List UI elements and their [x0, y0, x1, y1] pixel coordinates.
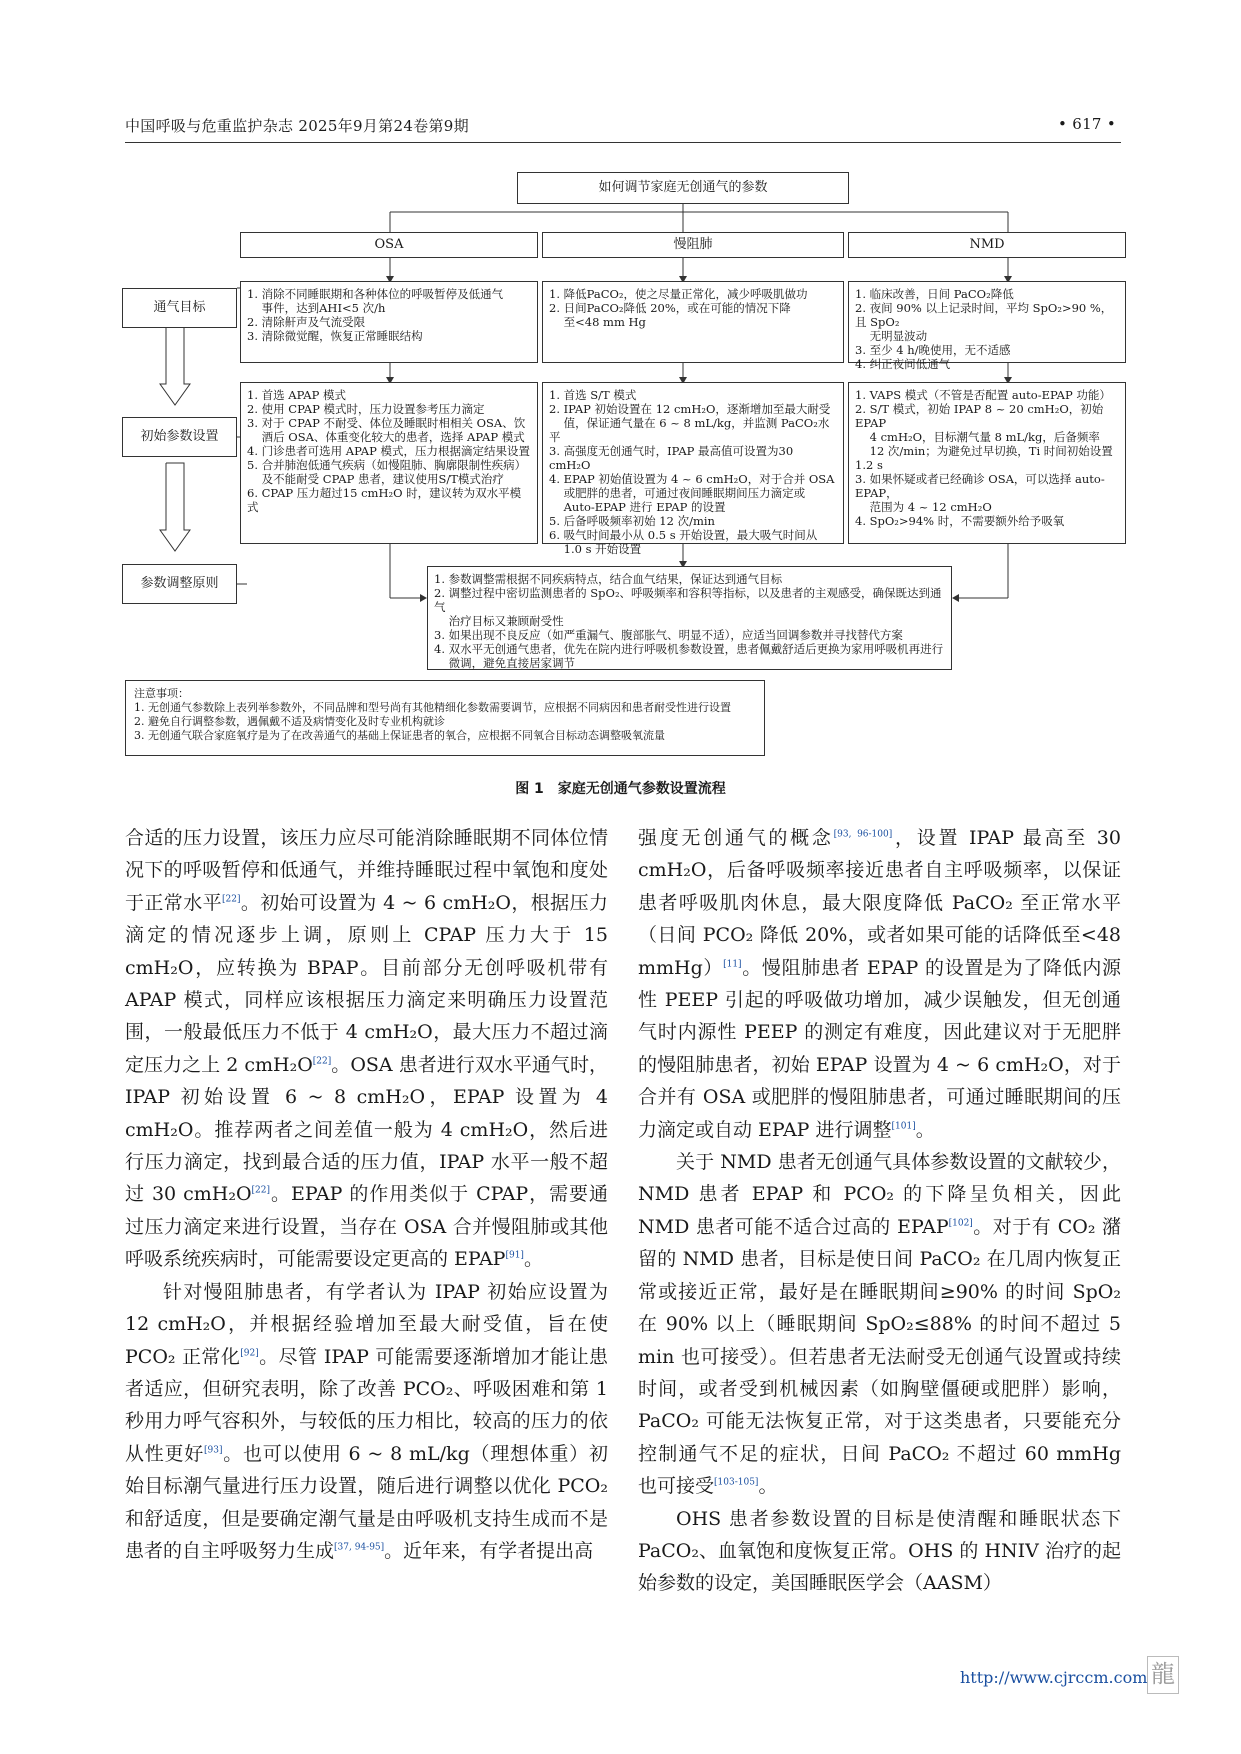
initial-line: 1. 首选 APAP 模式: [247, 388, 346, 402]
initial-line: 6. CPAP 压力超过15 cmH₂O 时，建议转为双水平模式: [247, 486, 522, 514]
initial-line: 1. 首选 S/T 模式: [549, 388, 637, 402]
initial-line: 或肥胖的患者，可通过夜间睡眠期间压力滴定或: [549, 486, 806, 500]
initial-line: 12 次/min；为避免过早切换，Ti 时间初始设置 1.2 s: [855, 444, 1117, 472]
initial-box-copd: [542, 382, 844, 556]
notes-line: 3. 无创通气联合家庭氧疗是为了在改善通气的基础上保证患者的氧合，应根据不同氧合目标动态调整吸氧流量: [134, 729, 665, 742]
initial-line: 5. 后备呼吸频率初始 12 次/min: [549, 514, 715, 528]
notes-box: [125, 680, 765, 756]
column-header-copd: 慢阻肺: [542, 232, 844, 258]
goal-line: 1. 临床改善，日间 PaCO₂降低: [855, 287, 1014, 301]
initial-line: 1.0 s 开始设置: [549, 542, 642, 556]
journal-header: 中国呼吸与危重监护杂志 2025年9月第24卷第9期: [125, 117, 469, 135]
notes-heading: 注意事项：: [134, 687, 189, 700]
right-paragraph-1: 强度无创通气的概念[93, 96-100]，设置 IPAP 最高至 30 cmH₂O，后备呼吸频率接近患者自主呼吸频率，以保证患者呼吸肌肉休息，最大限度降低 PaCO₂ 至正常水平（日间 PCO₂ 降低 20%，或者如果可能的话降低至<48 mmHg）[11]。慢阻肺患者 EPAP 的设置是为了降低内源性 PEEP 引起的呼吸做功增加，减少误触发，但无创通气时内源性 PEEP 的测定有难度，因此建议对于无肥胖的慢阻肺患者，初始 EPAP 设置为 4 ~ 6 cmH₂O，对于合并有 OSA 或肥胖的慢阻肺患者，可通过睡眠期间的压力滴定或自动 EPAP 进行调整[101]。: [638, 827, 1121, 1141]
page-number: • 617 •: [1058, 115, 1116, 133]
flowchart-title: 如何调节家庭无创通气的参数: [517, 172, 849, 204]
principle-line: 微调，避免直接居家调节: [434, 656, 576, 670]
initial-line: 2. S/T 模式，初始 IPAP 8 ~ 20 cmH₂O，初始 EPAP: [855, 402, 1107, 430]
initial-line: 4 cmH₂O，目标潮气量 8 mL/kg，后备频率: [855, 430, 1100, 444]
left-column: [125, 822, 608, 1567]
row-label-initial: 初始参数设置: [122, 417, 237, 457]
goal-line: 1. 消除不同睡眠期和各种体位的呼吸暂停及低通气: [247, 287, 504, 301]
initial-line: 1. VAPS 模式（不管是否配置 auto-EPAP 功能）: [855, 388, 1111, 402]
initial-line: 3. 如果怀疑或者已经确诊 OSA，可以选择 auto-EPAP，: [855, 472, 1105, 500]
right-paragraph-2: 关于 NMD 患者无创通气具体参数设置的文献较少，NMD 患者 EPAP 和 PCO₂ 的下降呈负相关，因此 NMD 患者可能不适合过高的 EPAP[102]。对于有 CO₂ 潴留的 NMD 患者，目标是使日间 PaCO₂ 在几周内恢复正常或接近正常，最好是在睡眠期间≥90% 的时间 SpO₂ 在 90% 以上（睡眠期间 SpO₂≤88% 的时间不超过 5 min 也可接受）。但若患者无法耐受无创通气设置或持续时间，或者受到机械因素（如胸壁僵硬或肥胖）影响，PaCO₂ 可能无法恢复正常，对于这类患者，只要能充分控制通气不足的症状，日间 PaCO₂ 不超过 60 mmHg 也可接受[103-105]。: [638, 1151, 1122, 1498]
initial-line: 范围为 4 ~ 12 cmH₂O: [855, 500, 992, 514]
goal-box-nmd: [848, 281, 1126, 371]
initial-box-nmd: [848, 382, 1126, 544]
principle-line: 2. 调整过程中密切监测患者的 SpO₂、呼吸频率和容积等指标，以及患者的主观感受，确保既达到通气: [434, 586, 942, 614]
goal-line: 4. 纠正夜间低通气: [855, 357, 951, 371]
initial-line: 2. IPAP 初始设置在 12 cmH₂O，逐渐增加至最大耐受: [549, 402, 831, 416]
initial-line: 6. 吸气时间最小从 0.5 s 开始设置，最大吸气时间从: [549, 528, 818, 542]
flowchart-figure: [0, 0, 1241, 800]
principle-line: 3. 如果出现不良反应（如严重漏气、腹部胀气、明显不适），应适当回调参数并寻找替代方案: [434, 628, 903, 642]
goal-line: 2. 夜间 90% 以上记录时间，平均 SpO₂>90 %，且 SpO₂: [855, 301, 1113, 329]
goal-line: 至<48 mm Hg: [549, 315, 646, 329]
row-label-principle: 参数调整原则: [122, 564, 237, 604]
goal-line: 2. 清除鼾声及气流受限: [247, 315, 366, 329]
goal-line: 1. 降低PaCO₂，使之尽量正常化，减少呼吸肌做功: [549, 287, 808, 301]
initial-line: 3. 对于 CPAP 不耐受、体位及睡眠时相相关 OSA、饮: [247, 416, 526, 430]
goal-line: 2. 日间PaCO₂降低 20%，或在可能的情况下降: [549, 301, 791, 315]
goal-box-copd: [542, 281, 844, 363]
column-header-osa: OSA: [240, 232, 538, 258]
initial-line: 及不能耐受 CPAP 患者，建议使用S/T模式治疗: [247, 472, 504, 486]
right-column: [638, 822, 1121, 1600]
initial-line: 5. 合并肺泡低通气疾病（如慢阻肺、胸廓限制性疾病）: [247, 458, 527, 472]
principles-box: [427, 566, 952, 670]
initial-line: 4. SpO₂>94% 时，不需要额外给予吸氧: [855, 514, 1065, 528]
initial-line: 4. EPAP 初始值设置为 4 ~ 6 cmH₂O，对于合并 OSA: [549, 472, 835, 486]
initial-line: 2. 使用 CPAP 模式时，压力设置参考压力滴定: [247, 402, 485, 416]
goal-line: 3. 清除微觉醒，恢复正常睡眠结构: [247, 329, 423, 343]
principle-line: 4. 双水平无创通气患者，优先在院内进行呼吸机参数设置，患者佩戴舒适后更换为家用呼吸机再进行: [434, 642, 944, 656]
right-paragraph-3: OHS 患者参数设置的目标是使清醒和睡眠状态下 PaCO₂、血氧饱和度恢复正常。OHS 的 HNIV 治疗的起始参数的设定，美国睡眠医学会（AASM）: [638, 1507, 1121, 1595]
figure-caption: 图 1 家庭无创通气参数设置流程: [515, 781, 726, 797]
column-header-nmd: NMD: [848, 232, 1126, 258]
goal-box-osa: [240, 281, 538, 363]
left-paragraph-2: 针对慢阻肺患者，有学者认为 IPAP 初始应设置为 12 cmH₂O，并根据经验增加至最大耐受值，旨在使 PCO₂ 正常化[92]。尽管 IPAP 可能需要逐渐增加才能让患者适应，但研究表明，除了改善 PCO₂、呼吸困难和第 1 秒用力呼气容积外，与较低的压力相比，较高的压力的依从性更好[93]。也可以使用 6 ~ 8 mL/kg（理想体重）初始目标潮气量进行压力设置，随后进行调整以优化 PCO₂ 和舒适度，但是要确定潮气量是由呼吸机支持生成而不是患者的自主呼吸努力生成[37, 94-95]。近年来，有学者提出高: [125, 1280, 608, 1562]
goal-line: 3. 至少 4 h/晚使用，无不适感: [855, 343, 1011, 357]
journal-website-link[interactable]: http://www.cjrccm.com: [960, 1668, 1148, 1687]
notes-line: 1. 无创通气参数除上表列举参数外，不同品牌和型号尚有其他精细化参数需要调节，应根据不同病因和患者耐受性进行设置: [134, 701, 731, 714]
initial-box-osa: [240, 382, 538, 544]
principle-line: 治疗目标又兼顾耐受性: [434, 614, 564, 628]
initial-line: 3. 高强度无创通气时，IPAP 最高值可设置为30 cmH₂O: [549, 444, 797, 472]
left-paragraph-1: 合适的压力设置，该压力应尽可能消除睡眠期不同体位情况下的呼吸暂停和低通气，并维持睡眠过程中氧饱和度处于正常水平[22]。初始可设置为 4 ~ 6 cmH₂O，根据压力滴定的情况逐步上调，原则上 CPAP 压力大于 15 cmH₂O，应转换为 BPAP。目前部分无创呼吸机带有 APAP 模式，同样应该根据压力滴定来明确压力设置范围，一般最低压力不低于 4 cmH₂O，最大压力不超过滴定压力之上 2 cmH₂O[22]。OSA 患者进行双水平通气时，IPAP 初始设置 6 ~ 8 cmH₂O，EPAP 设置为 4 cmH₂O。推荐两者之间差值一般为 4 cmH₂O，然后进行压力滴定，找到最合适的压力值，IPAP 水平一般不超过 30 cmH₂O[22]。EPAP 的作用类似于 CPAP，需要通过压力滴定来进行设置，当存在 OSA 合并慢阻肺或其他呼吸系统疾病时，可能需要设定更高的 EPAP[91]。: [125, 827, 609, 1271]
initial-line: 值，保证通气量在 6 ~ 8 mL/kg，并监测 PaCO₂水平: [549, 416, 830, 444]
principle-line: 1. 参数调整需根据不同疾病特点，结合血气结果，保证达到通气目标: [434, 572, 783, 586]
notes-line: 2. 避免自行调整参数，遇佩戴不适及病情变化及时专业机构就诊: [134, 715, 445, 728]
goal-line: 事件，达到AHI<5 次/h: [247, 301, 386, 315]
row-label-goal: 通气目标: [122, 288, 237, 328]
goal-line: 无明显波动: [855, 329, 928, 343]
initial-line: 4. 门诊患者可选用 APAP 模式，压力根据滴定结果设置: [247, 444, 530, 458]
initial-line: 酒后 OSA、体重变化较大的患者，选择 APAP 模式: [247, 430, 525, 444]
journal-logo-icon: 龍: [1147, 1656, 1179, 1694]
initial-line: Auto-EPAP 进行 EPAP 的设置: [549, 500, 726, 514]
